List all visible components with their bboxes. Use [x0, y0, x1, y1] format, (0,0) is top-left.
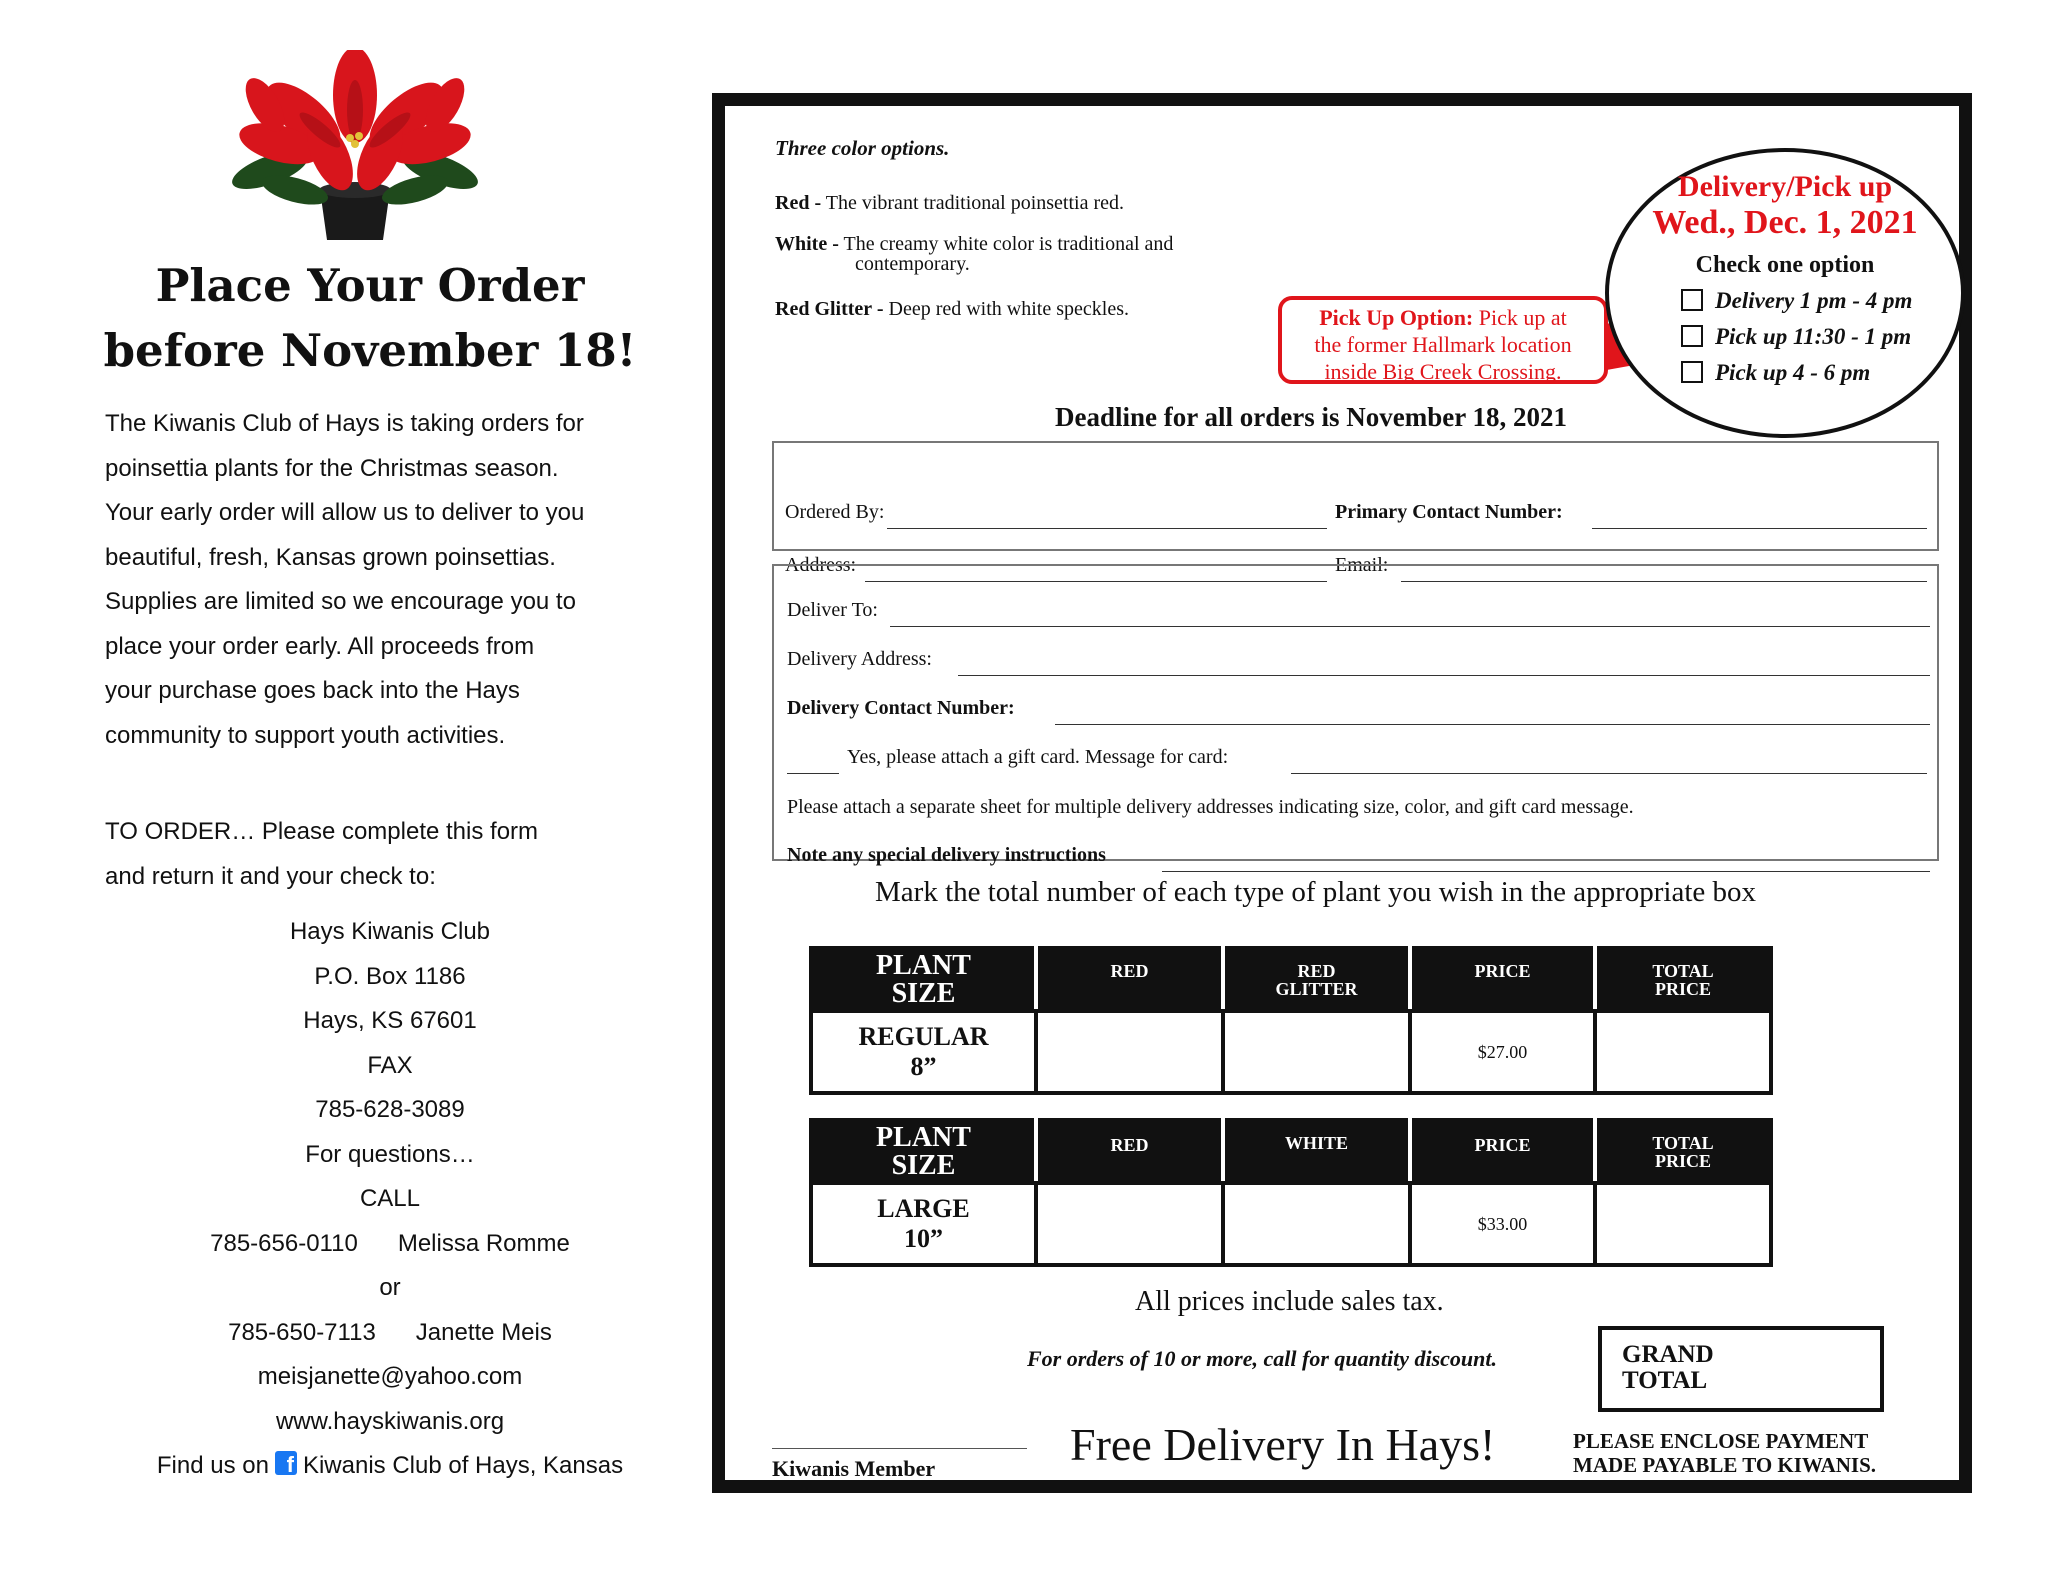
pickup-option-box: Pick Up Option: Pick up at the former Hallmark location inside Big Creek Crossing.	[1278, 296, 1608, 384]
website-link[interactable]: www.hayskiwanis.org	[275, 1407, 505, 1435]
facebook-icon[interactable]: f	[275, 1451, 297, 1475]
regular-red-qty[interactable]	[1036, 1011, 1223, 1093]
kiwanis-member-field[interactable]	[772, 1448, 1027, 1449]
table-row	[811, 1011, 1771, 1093]
mark-instruction: Mark the total number of each type of plant you wish in the appropriate box	[875, 876, 1757, 908]
multiple-address-note: Please attach a separate sheet for multiple delivery addresses indicating size, color, and gift card message.	[787, 796, 1634, 818]
color-option-red-glitter: Red Glitter - Deep red with white speckles.	[775, 298, 1129, 320]
email-label: Email:	[1335, 554, 1389, 576]
deliver-to-label: Deliver To:	[787, 599, 878, 621]
primary-contact-field[interactable]	[1592, 528, 1927, 529]
discount-note: For orders of 10 or more, call for quantity discount.	[1027, 1346, 1497, 1371]
call-label: CALL	[359, 1185, 421, 1212]
delivery-contact-label: Delivery Contact Number:	[787, 697, 1015, 719]
page-title: Place Your Order before November 18!	[103, 259, 637, 377]
grand-total-box[interactable]: GRAND TOTAL	[1598, 1326, 1884, 1412]
kiwanis-member-label: Kiwanis Member	[772, 1456, 936, 1481]
large-red-qty[interactable]	[1036, 1183, 1223, 1265]
deadline-heading: Deadline for all orders is November 18, 2021	[1055, 402, 1567, 432]
facebook-row: Find us on f Kiwanis Club of Hays, Kansas	[156, 1452, 624, 1479]
fax-number: 785-628-3089	[315, 1096, 465, 1123]
name-2: Janette Meis	[415, 1318, 552, 1346]
poinsettia-icon	[225, 50, 485, 245]
check-one-label: Check one option	[1695, 252, 1875, 278]
delivery-address-field[interactable]	[958, 675, 1930, 676]
color-option-red: Red - The vibrant traditional poinsettia red.	[775, 192, 1124, 214]
pickup-evening-checkbox[interactable]	[1681, 361, 1703, 383]
or-label: or	[379, 1274, 401, 1301]
delivery-options-circle	[1605, 148, 1965, 438]
pickup-midday-checkbox[interactable]	[1681, 325, 1703, 347]
payment-note: PLEASE ENCLOSE PAYMENT MADE PAYABLE TO KIWANIS.	[1573, 1429, 1877, 1477]
pickup-option-midday[interactable]: Pick up 11:30 - 1 pm	[1681, 324, 1911, 350]
delivery-option-1[interactable]: Delivery 1 pm - 4 pm	[1681, 288, 1912, 314]
contact-block	[100, 910, 680, 1489]
delivery-date: Wed., Dec. 1, 2021	[1652, 204, 1918, 241]
table-header-row: PLANT SIZE RED WHITE PRICE TOTAL PRICE	[811, 1120, 1771, 1183]
large-white-qty[interactable]	[1223, 1183, 1410, 1265]
special-instructions-field[interactable]	[1162, 871, 1930, 872]
large-total-price[interactable]	[1595, 1183, 1771, 1265]
email-link[interactable]: meisjanette@yahoo.com	[257, 1363, 523, 1390]
primary-contact-label: Primary Contact Number:	[1335, 501, 1563, 523]
large-plant-table	[809, 1118, 1773, 1267]
regular-total-price[interactable]	[1595, 1011, 1771, 1093]
color-option-white: White - The creamy white color is traditional and contemporary.	[775, 233, 1174, 275]
contact-row-2	[100, 1311, 680, 1356]
large-price: $33.00	[1410, 1183, 1595, 1265]
questions-label: For questions…	[305, 1140, 475, 1168]
large-size-cell: LARGE 10”	[811, 1183, 1036, 1265]
gift-card-label: Yes, please attach a gift card. Message for card:	[847, 746, 1229, 768]
color-options-title: Three color options.	[775, 136, 950, 160]
po-box: P.O. Box 1186	[314, 962, 466, 990]
order-form	[712, 93, 1972, 1493]
address-label: Address:	[785, 554, 857, 576]
tax-note: All prices include sales tax.	[1135, 1286, 1444, 1317]
delivery-title: Delivery/Pick up	[1677, 170, 1893, 203]
deliver-to-field[interactable]	[890, 626, 1930, 627]
phone-2[interactable]: 785-650-7113	[228, 1318, 376, 1346]
regular-red-glitter-qty[interactable]	[1223, 1011, 1410, 1093]
to-order-paragraph: TO ORDER… Please complete this form and return it and your check to:	[105, 818, 539, 890]
facebook-page-link[interactable]: Kiwanis Club of Hays, Kansas	[302, 1452, 624, 1479]
ordered-by-field[interactable]	[887, 528, 1327, 529]
free-delivery-banner: Free Delivery In Hays!	[1070, 1419, 1496, 1470]
club-name: Hays Kiwanis Club	[289, 918, 491, 945]
name-1: Melissa Romme	[397, 1229, 570, 1257]
ordered-by-label: Ordered By:	[785, 501, 885, 523]
delivery-checkbox[interactable]	[1681, 289, 1703, 311]
phone-1[interactable]: 785-656-0110	[210, 1229, 358, 1257]
fax-label: FAX	[367, 1051, 413, 1079]
regular-size-cell: REGULAR 8”	[811, 1011, 1036, 1093]
contact-row-1	[100, 1222, 680, 1267]
city: Hays, KS 67601	[303, 1007, 477, 1034]
table-header-row: PLANT SIZE RED RED GLITTER PRICE TOTAL PRICE	[811, 948, 1771, 1011]
regular-plant-table	[809, 946, 1773, 1095]
delivery-address-label: Delivery Address:	[787, 648, 932, 670]
special-instructions-label: Note any special delivery instructions	[787, 844, 1106, 866]
orderer-panel	[772, 441, 1939, 551]
intro-paragraph: The Kiwanis Club of Hays is taking orders for poinsettia plants for the Christmas season. Your early order will allow us to deliver to you beautiful, fresh, Kansas grown poinsettias. Supplies are limited so we encourage you to place your order early. All proceeds from your purchase goes back into the Hays community to support youth activities.	[105, 410, 585, 749]
regular-price: $27.00	[1410, 1011, 1595, 1093]
table-row	[811, 1183, 1771, 1265]
delivery-contact-field[interactable]	[1055, 724, 1930, 725]
gift-card-message-field[interactable]	[1291, 773, 1927, 774]
pickup-option-evening[interactable]: Pick up 4 - 6 pm	[1681, 360, 1870, 386]
gift-card-check-field[interactable]	[787, 773, 839, 774]
